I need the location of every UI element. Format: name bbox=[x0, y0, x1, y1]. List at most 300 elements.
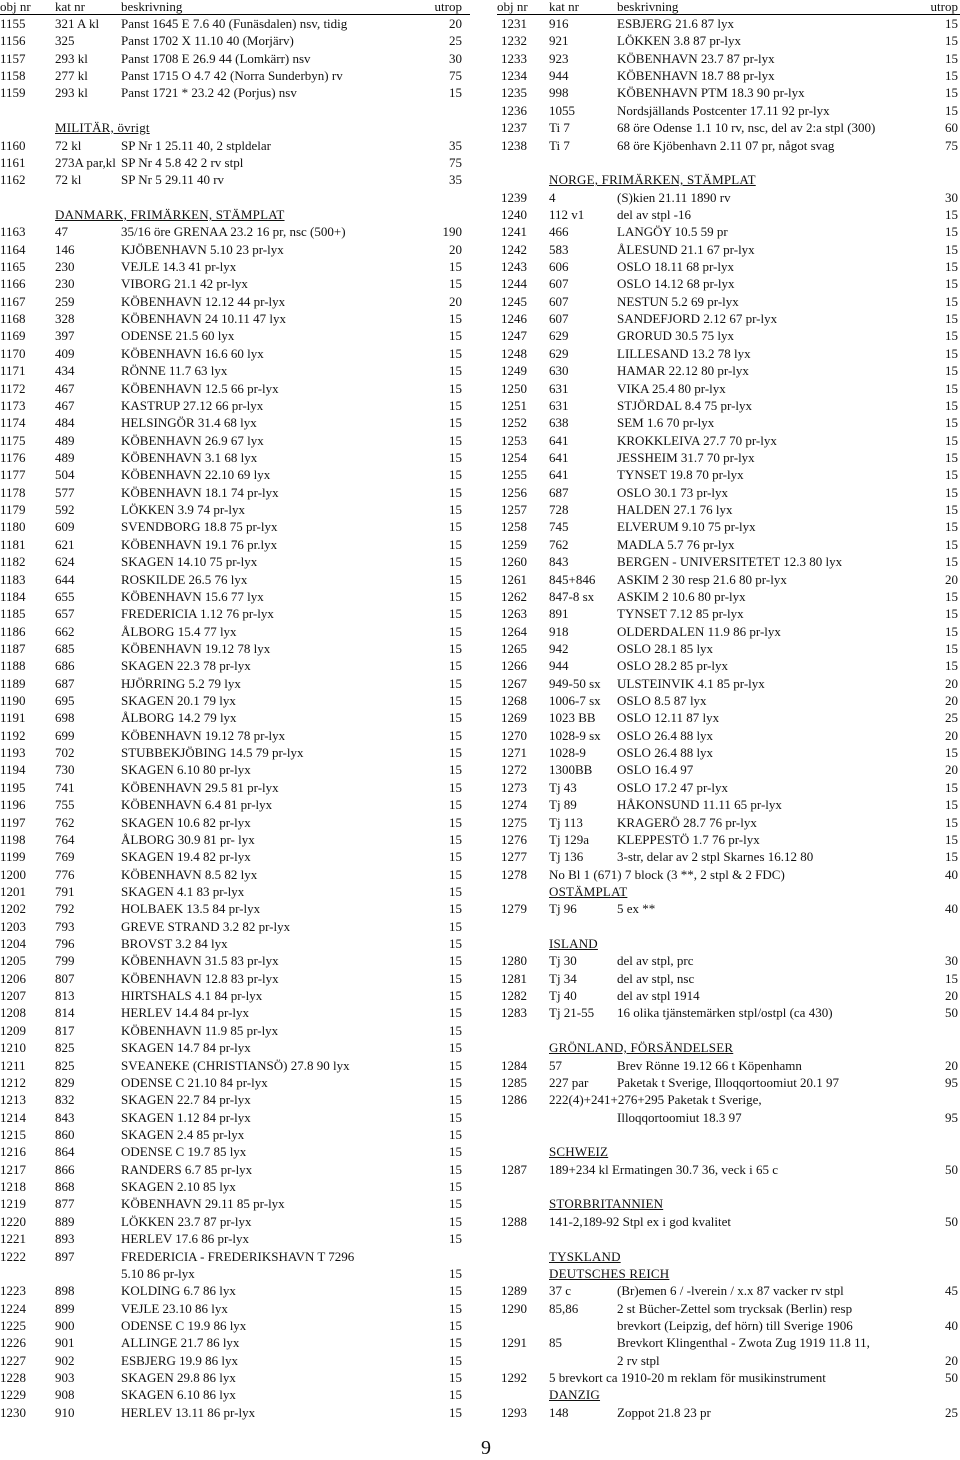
catalog-number: 85,86 bbox=[549, 1300, 579, 1316]
starting-price: 20 bbox=[449, 241, 462, 257]
catalog-number: 1055 bbox=[549, 102, 575, 118]
lot-number: 1272 bbox=[501, 762, 527, 778]
lot-description: SKAGEN 19.4 82 pr-lyx bbox=[121, 849, 251, 865]
starting-price: 15 bbox=[449, 397, 462, 413]
catalog-number: 583 bbox=[549, 241, 569, 257]
lot-row bbox=[0, 848, 470, 865]
starting-price: 15 bbox=[945, 779, 958, 795]
lot-description: JESSHEIM 31.7 70 pr-lyx bbox=[617, 449, 755, 465]
catalog-number: 489 bbox=[55, 432, 75, 448]
lot-description: Zoppot 21.8 23 pr bbox=[617, 1404, 711, 1420]
lot-row bbox=[497, 258, 960, 275]
lot-description: KÖBENHAVN 19.1 76 pr.lyx bbox=[121, 536, 278, 552]
starting-price: 15 bbox=[945, 588, 958, 604]
catalog-number: 687 bbox=[55, 675, 75, 691]
catalog-number: No Bl 1 (671) 7 block (3 **, 2 stpl & 2 FDC) bbox=[549, 866, 785, 882]
lot-description: del av stpl, prc bbox=[617, 953, 694, 969]
catalog-number: 901 bbox=[55, 1335, 75, 1351]
catalog-number: 776 bbox=[55, 866, 75, 882]
starting-price: 15 bbox=[945, 814, 958, 830]
catalog-number: 889 bbox=[55, 1213, 75, 1229]
lot-number: 1163 bbox=[0, 224, 26, 240]
lot-number: 1240 bbox=[501, 206, 527, 222]
lot-description: HÅKONSUND 11.11 65 pr-lyx bbox=[617, 797, 782, 813]
lot-description: Illoqqortoomiut 18.3 97 bbox=[617, 1109, 742, 1125]
lot-description: KJÖBENHAVN 5.10 23 pr-lyx bbox=[121, 241, 284, 257]
lot-number: 1224 bbox=[0, 1300, 26, 1316]
lot-number: 1248 bbox=[501, 345, 527, 361]
lot-description: VEJLE 23.10 86 lyx bbox=[121, 1300, 228, 1316]
spacer-line bbox=[497, 1126, 960, 1143]
lot-description: SVENDBORG 18.8 75 pr-lyx bbox=[121, 519, 278, 535]
starting-price: 15 bbox=[449, 415, 462, 431]
header-utrop: utrop bbox=[930, 0, 958, 14]
starting-price: 20 bbox=[945, 988, 958, 1004]
catalog-number: 728 bbox=[549, 502, 569, 518]
lot-row bbox=[497, 137, 960, 154]
lot-number: 1275 bbox=[501, 814, 527, 830]
lot-number: 1281 bbox=[501, 970, 527, 986]
starting-price: 15 bbox=[449, 502, 462, 518]
lot-number: 1276 bbox=[501, 831, 527, 847]
lot-row bbox=[497, 32, 960, 49]
lot-number: 1198 bbox=[0, 831, 26, 847]
lot-row bbox=[0, 397, 470, 414]
lot-row bbox=[0, 15, 470, 32]
header-obj-nr: obj nr bbox=[0, 0, 31, 14]
lot-number: 1181 bbox=[0, 536, 26, 552]
catalog-number: 791 bbox=[55, 883, 75, 899]
catalog-number: Tj 30 bbox=[549, 953, 577, 969]
lot-description: (S)kien 21.11 1890 rv bbox=[617, 189, 731, 205]
lot-row bbox=[497, 380, 960, 397]
starting-price: 40 bbox=[945, 1317, 958, 1333]
catalog-number: 504 bbox=[55, 467, 75, 483]
lot-row bbox=[0, 1404, 470, 1421]
starting-price: 15 bbox=[449, 1057, 462, 1073]
lot-number: 1220 bbox=[0, 1213, 26, 1229]
lot-row bbox=[497, 414, 960, 431]
catalog-number: 397 bbox=[55, 328, 75, 344]
lot-row bbox=[0, 883, 470, 900]
catalog-number: 813 bbox=[55, 988, 75, 1004]
starting-price: 15 bbox=[945, 224, 958, 240]
lot-row bbox=[0, 1039, 470, 1056]
section-title: DANZIG bbox=[549, 1387, 601, 1403]
catalog-number: 893 bbox=[55, 1231, 75, 1247]
starting-price: 50 bbox=[945, 1161, 958, 1177]
lot-number: 1212 bbox=[0, 1074, 26, 1090]
lot-description: ODENSE C 19.7 85 lyx bbox=[121, 1144, 247, 1160]
catalog-number: 222(4)+241+276+295 Paketak t Sverige, bbox=[549, 1092, 762, 1108]
catalog-number: 949-50 sx bbox=[549, 675, 601, 691]
lot-description: 68 öre Odense 1.1 10 rv, nsc, del av 2:a stpl (300) bbox=[617, 120, 876, 136]
lot-row bbox=[0, 432, 470, 449]
starting-price: 15 bbox=[449, 1040, 462, 1056]
catalog-number: 699 bbox=[55, 727, 75, 743]
right-column-header bbox=[497, 0, 960, 15]
lot-row bbox=[0, 275, 470, 292]
catalog-number: 606 bbox=[549, 259, 569, 275]
section-title: MILITÄR, övrigt bbox=[55, 120, 150, 136]
starting-price: 15 bbox=[945, 16, 958, 31]
left-column-header bbox=[0, 0, 470, 15]
lot-description: GREVE STRAND 3.2 82 pr-lyx bbox=[121, 918, 291, 934]
lot-number: 1286 bbox=[501, 1092, 527, 1108]
header-kat-nr: kat nr bbox=[549, 0, 579, 14]
lot-row bbox=[497, 1161, 960, 1178]
lot-number: 1251 bbox=[501, 397, 527, 413]
lot-number: 1253 bbox=[501, 432, 527, 448]
lot-row bbox=[0, 32, 470, 49]
starting-price: 15 bbox=[449, 797, 462, 813]
starting-price: 15 bbox=[449, 484, 462, 500]
catalog-number: 745 bbox=[549, 519, 569, 535]
starting-price: 75 bbox=[449, 68, 462, 84]
spacer-line bbox=[0, 189, 470, 206]
header-utrop: utrop bbox=[434, 0, 462, 14]
lot-row bbox=[497, 293, 960, 310]
lot-row bbox=[497, 1213, 960, 1230]
lot-number: 1197 bbox=[0, 814, 26, 830]
section-title: NORGE, FRIMÄRKEN, STÄMPLAT bbox=[549, 172, 756, 188]
lot-row bbox=[497, 206, 960, 223]
catalog-number: Tj 43 bbox=[549, 779, 577, 795]
catalog-number: 903 bbox=[55, 1370, 75, 1386]
lot-description: KÖBENHAVN 18.7 88 pr-lyx bbox=[617, 68, 775, 84]
lot-row bbox=[497, 327, 960, 344]
lot-number: 1289 bbox=[501, 1283, 527, 1299]
lot-number: 1161 bbox=[0, 154, 26, 170]
starting-price: 15 bbox=[449, 1265, 462, 1281]
lot-description: RÖNNE 11.7 63 lyx bbox=[121, 363, 228, 379]
section-heading bbox=[497, 1195, 960, 1212]
starting-price: 15 bbox=[449, 640, 462, 656]
starting-price: 15 bbox=[449, 311, 462, 327]
starting-price: 15 bbox=[449, 936, 462, 952]
starting-price: 15 bbox=[945, 432, 958, 448]
catalog-number: 687 bbox=[549, 484, 569, 500]
lot-row bbox=[0, 1091, 470, 1108]
starting-price: 15 bbox=[449, 883, 462, 899]
lot-number: 1261 bbox=[501, 571, 527, 587]
lot-row bbox=[0, 67, 470, 84]
catalog-number: 902 bbox=[55, 1352, 75, 1368]
starting-price: 15 bbox=[449, 849, 462, 865]
lot-row bbox=[0, 1369, 470, 1386]
starting-price: 15 bbox=[449, 449, 462, 465]
lot-row bbox=[0, 1143, 470, 1160]
catalog-number: 741 bbox=[55, 779, 75, 795]
lot-description: ÅLESUND 21.1 67 pr-lyx bbox=[617, 241, 755, 257]
lot-row bbox=[0, 1317, 470, 1334]
lot-number: 1184 bbox=[0, 588, 26, 604]
lot-row bbox=[497, 67, 960, 84]
starting-price: 20 bbox=[449, 16, 462, 31]
lot-number: 1264 bbox=[501, 623, 527, 639]
lot-row bbox=[497, 102, 960, 119]
catalog-number: 629 bbox=[549, 328, 569, 344]
lot-row bbox=[0, 1195, 470, 1212]
starting-price: 15 bbox=[945, 345, 958, 361]
lot-number: 1187 bbox=[0, 640, 26, 656]
lot-row bbox=[0, 744, 470, 761]
lot-number: 1257 bbox=[501, 502, 527, 518]
lot-row bbox=[497, 484, 960, 501]
lot-row bbox=[0, 449, 470, 466]
lot-row bbox=[0, 1282, 470, 1299]
lot-number: 1231 bbox=[501, 16, 527, 31]
lot-description: 2 st Bücher-Zettel som trycksak (Berlin) resp bbox=[617, 1300, 853, 1316]
catalog-number: 817 bbox=[55, 1022, 75, 1038]
lot-row bbox=[497, 1091, 960, 1108]
starting-price: 15 bbox=[945, 606, 958, 622]
starting-price: 15 bbox=[945, 831, 958, 847]
lot-description: brevkort (Leipzig, def hörn) till Sverige 1906 bbox=[617, 1317, 853, 1333]
starting-price: 15 bbox=[945, 311, 958, 327]
lot-number: 1173 bbox=[0, 397, 26, 413]
catalog-number: 845+846 bbox=[549, 571, 596, 587]
lot-description: OSLO 26.4 88 lyx bbox=[617, 745, 714, 761]
lot-description: SP Nr 4 5.8 42 2 rv stpl bbox=[121, 154, 244, 170]
starting-price: 15 bbox=[945, 415, 958, 431]
lot-number: 1252 bbox=[501, 415, 527, 431]
lot-description: OLDERDALEN 11.9 86 pr-lyx bbox=[617, 623, 781, 639]
lot-row bbox=[497, 709, 960, 726]
starting-price: 15 bbox=[945, 50, 958, 66]
lot-number: 1290 bbox=[501, 1300, 527, 1316]
lot-description: SKAGEN 14.10 75 pr-lyx bbox=[121, 554, 258, 570]
lot-description: HERLEV 14.4 84 pr-lyx bbox=[121, 1005, 250, 1021]
lot-description: ULSTEINVIK 4.1 85 pr-lyx bbox=[617, 675, 765, 691]
catalog-number: Tj 34 bbox=[549, 970, 577, 986]
catalog-number: 695 bbox=[55, 693, 75, 709]
catalog-number: Ti 7 bbox=[549, 120, 570, 136]
starting-price: 15 bbox=[449, 1092, 462, 1108]
lot-row bbox=[0, 293, 470, 310]
lot-number: 1232 bbox=[501, 33, 527, 49]
lot-number: 1247 bbox=[501, 328, 527, 344]
lot-description: OSLO 28.2 85 pr-lyx bbox=[617, 658, 728, 674]
lot-number: 1235 bbox=[501, 85, 527, 101]
starting-price: 20 bbox=[449, 293, 462, 309]
lot-number: 1263 bbox=[501, 606, 527, 622]
catalog-number: 847-8 sx bbox=[549, 588, 595, 604]
lot-row bbox=[0, 727, 470, 744]
lot-description: ELVERUM 9.10 75 pr-lyx bbox=[617, 519, 756, 535]
lot-row bbox=[0, 50, 470, 67]
lot-description: KROKKLEIVA 27.7 70 pr-lyx bbox=[617, 432, 777, 448]
lot-description: 2 rv stpl bbox=[617, 1352, 660, 1368]
starting-price: 15 bbox=[449, 658, 462, 674]
lot-description: ESBJERG 19.9 86 lyx bbox=[121, 1352, 239, 1368]
starting-price: 15 bbox=[449, 988, 462, 1004]
starting-price: 15 bbox=[449, 831, 462, 847]
lot-number: 1176 bbox=[0, 449, 26, 465]
lot-row bbox=[0, 623, 470, 640]
lot-row bbox=[0, 501, 470, 518]
lot-description: Brevkort Klingenthal - Zwota Zug 1919 11.8 11, bbox=[617, 1335, 870, 1351]
starting-price: 20 bbox=[945, 1057, 958, 1073]
lot-number: 1201 bbox=[0, 883, 26, 899]
lot-row bbox=[497, 952, 960, 969]
catalog-number: 230 bbox=[55, 259, 75, 275]
starting-price: 15 bbox=[945, 849, 958, 865]
starting-price: 15 bbox=[449, 1196, 462, 1212]
catalog-number: Tj 129a bbox=[549, 831, 590, 847]
starting-price: 15 bbox=[449, 710, 462, 726]
starting-price: 15 bbox=[945, 328, 958, 344]
catalog-number: 328 bbox=[55, 311, 75, 327]
lot-row bbox=[497, 814, 960, 831]
catalog-number: 1300BB bbox=[549, 762, 593, 778]
catalog-number: 227 par bbox=[549, 1074, 589, 1090]
lot-number: 1192 bbox=[0, 727, 26, 743]
catalog-number: 825 bbox=[55, 1040, 75, 1056]
lot-row bbox=[0, 675, 470, 692]
starting-price: 15 bbox=[449, 259, 462, 275]
catalog-number: 641 bbox=[549, 432, 569, 448]
lot-row bbox=[497, 761, 960, 778]
lot-row bbox=[497, 1352, 960, 1369]
lot-description: KÖBENHAVN 12.5 66 pr-lyx bbox=[121, 380, 279, 396]
lot-description: BERGEN - UNIVERSITETET 12.3 80 lyx bbox=[617, 554, 843, 570]
lot-description: KÖBENHAVN 26.9 67 lyx bbox=[121, 432, 264, 448]
lot-description: 16 olika tjänstemärken stpl/ostpl (ca 430) bbox=[617, 1005, 833, 1021]
lot-description: RANDERS 6.7 85 pr-lyx bbox=[121, 1161, 253, 1177]
lot-number: 1202 bbox=[0, 901, 26, 917]
starting-price: 75 bbox=[449, 154, 462, 170]
lot-description: OSLO 30.1 73 pr-lyx bbox=[617, 484, 728, 500]
starting-price: 15 bbox=[945, 797, 958, 813]
catalog-number: 730 bbox=[55, 762, 75, 778]
lot-number: 1259 bbox=[501, 536, 527, 552]
lot-row bbox=[497, 553, 960, 570]
lot-description: 35/16 öre GRENAA 23.2 16 pr, nsc (500+) bbox=[121, 224, 346, 240]
starting-price: 15 bbox=[449, 1370, 462, 1386]
lot-row bbox=[0, 1230, 470, 1247]
catalog-number: 644 bbox=[55, 571, 75, 587]
catalog-number: 141-2,189-92 Stpl ex i god kvalitet bbox=[549, 1213, 731, 1229]
lot-description: SKAGEN 10.6 82 pr-lyx bbox=[121, 814, 251, 830]
lot-description: KÖBENHAVN 16.6 60 lyx bbox=[121, 345, 264, 361]
lot-number: 1223 bbox=[0, 1283, 26, 1299]
lot-description: ÅLBORG 30.9 81 pr- lyx bbox=[121, 831, 255, 847]
lot-number: 1274 bbox=[501, 797, 527, 813]
lot-description: HERLEV 13.11 86 pr-lyx bbox=[121, 1404, 256, 1420]
lot-row bbox=[0, 1248, 470, 1265]
lot-row bbox=[0, 241, 470, 258]
lot-number: 1228 bbox=[0, 1370, 26, 1386]
starting-price: 15 bbox=[945, 380, 958, 396]
lot-description: SKAGEN 6.10 80 pr-lyx bbox=[121, 762, 251, 778]
catalog-number: 607 bbox=[549, 311, 569, 327]
starting-price: 95 bbox=[945, 1074, 958, 1090]
lot-description: SKAGEN 2.4 85 pr-lyx bbox=[121, 1127, 245, 1142]
starting-price: 20 bbox=[945, 693, 958, 709]
starting-price: 15 bbox=[449, 693, 462, 709]
starting-price: 45 bbox=[945, 1283, 958, 1299]
lot-number: 1199 bbox=[0, 849, 26, 865]
lot-description: SKAGEN 1.12 84 pr-lyx bbox=[121, 1109, 251, 1125]
lot-row bbox=[0, 831, 470, 848]
lot-row bbox=[497, 518, 960, 535]
section-title: GRÖNLAND, FÖRSÄNDELSER bbox=[549, 1040, 734, 1056]
lot-number: 1218 bbox=[0, 1179, 26, 1195]
lot-description: KRAGERÖ 28.7 76 pr-lyx bbox=[617, 814, 757, 830]
lot-number: 1183 bbox=[0, 571, 26, 587]
starting-price: 15 bbox=[945, 33, 958, 49]
lot-description: KASTRUP 27.12 66 pr-lyx bbox=[121, 397, 264, 413]
starting-price: 15 bbox=[945, 640, 958, 656]
starting-price: 15 bbox=[449, 85, 462, 101]
lot-row bbox=[0, 571, 470, 588]
starting-price: 15 bbox=[449, 1109, 462, 1125]
starting-price: 20 bbox=[945, 762, 958, 778]
lot-description: ODENSE 21.5 60 lyx bbox=[121, 328, 235, 344]
lot-description: LÖKKEN 3.8 87 pr-lyx bbox=[617, 33, 741, 49]
lot-row bbox=[497, 1334, 960, 1351]
lot-number: 1291 bbox=[501, 1335, 527, 1351]
catalog-number: 577 bbox=[55, 484, 75, 500]
lot-number: 1221 bbox=[0, 1231, 26, 1247]
lot-number: 1270 bbox=[501, 727, 527, 743]
starting-price: 15 bbox=[449, 1127, 462, 1142]
starting-price: 15 bbox=[449, 1231, 462, 1247]
lot-number: 1229 bbox=[0, 1387, 26, 1403]
lot-row bbox=[0, 1213, 470, 1230]
lot-row bbox=[497, 1300, 960, 1317]
catalog-number: 807 bbox=[55, 970, 75, 986]
lot-row bbox=[497, 501, 960, 518]
lot-number: 1268 bbox=[501, 693, 527, 709]
starting-price: 15 bbox=[449, 1022, 462, 1038]
lot-number: 1200 bbox=[0, 866, 26, 882]
starting-price: 15 bbox=[945, 259, 958, 275]
catalog-number: 189+234 kl Ermatingen 30.7 36, veck i 65 c bbox=[549, 1161, 779, 1177]
catalog-number: 607 bbox=[549, 276, 569, 292]
lot-number: 1191 bbox=[0, 710, 26, 726]
section-title: TYSKLAND bbox=[549, 1248, 621, 1264]
left-listing bbox=[0, 15, 470, 1421]
lot-description: LILLESAND 13.2 78 lyx bbox=[617, 345, 751, 361]
lot-description: KÖBENHAVN 24 10.11 47 lyx bbox=[121, 311, 287, 327]
lot-row bbox=[0, 484, 470, 501]
lot-number: 1260 bbox=[501, 554, 527, 570]
lot-description: NESTUN 5.2 69 pr-lyx bbox=[617, 293, 739, 309]
lot-row bbox=[0, 258, 470, 275]
lot-number: 1233 bbox=[501, 50, 527, 66]
starting-price: 15 bbox=[449, 970, 462, 986]
starting-price: 15 bbox=[945, 502, 958, 518]
catalog-number: 37 c bbox=[549, 1283, 572, 1299]
lot-row bbox=[0, 761, 470, 778]
catalog-number: 891 bbox=[549, 606, 569, 622]
catalog-number: Tj 89 bbox=[549, 797, 577, 813]
lot-description: Panst 1715 O 4.7 42 (Norra Sunderbyn) rv bbox=[121, 68, 343, 84]
starting-price: 15 bbox=[449, 363, 462, 379]
catalog-number: 814 bbox=[55, 1005, 75, 1021]
page-number: 9 bbox=[481, 1437, 491, 1459]
lot-row bbox=[497, 1404, 960, 1421]
catalog-number: 112 v1 bbox=[549, 206, 585, 222]
starting-price: 15 bbox=[449, 779, 462, 795]
lot-row bbox=[497, 692, 960, 709]
lot-description: SKAGEN 4.1 83 pr-lyx bbox=[121, 883, 245, 899]
lot-description: KÖBENHAVN 19.12 78 lyx bbox=[121, 640, 271, 656]
lot-number: 1258 bbox=[501, 519, 527, 535]
lot-description: KÖBENHAVN 18.1 74 pr-lyx bbox=[121, 484, 279, 500]
